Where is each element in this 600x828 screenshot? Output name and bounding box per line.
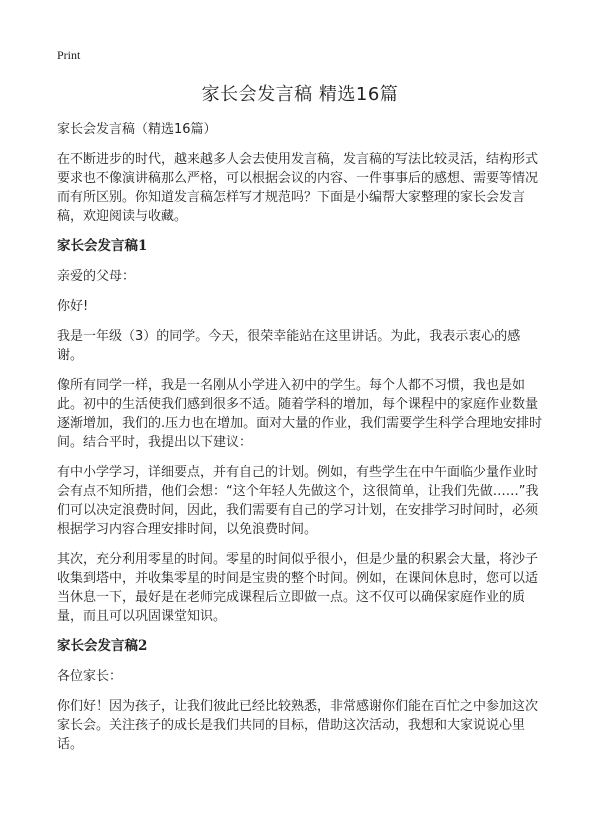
paragraph: 亲爱的父母：: [57, 269, 136, 284]
document-body: [57, 120, 543, 765]
paragraph: 有中小学学习，详细要点，并有自己的计划。例如，有些学生在中午面临少量作业时会有点不知所措，他们会想：“这个年轻人先做这个，这很简单，让我们先做……”我们可以决定浪费时间，因此，我们需要有自己的学习计划，在安排学习时间时，必须根据学习内容合理安排时间，以免浪费时间。: [57, 465, 539, 537]
document-subtitle: 家长会发言稿（精选16篇）: [57, 122, 217, 137]
paragraph: 各位家长：: [57, 669, 123, 684]
section-heading: 家长会发言稿2: [57, 638, 148, 654]
paragraph: 你们好！因为孩子，让我们彼此已经比较熟悉，非常感谢你们能在百忙之中参加这次家长会。关注孩子的成长是我们共同的目标，借助这次活动，我想和大家说说心里话。: [57, 699, 539, 752]
section-heading: 家长会发言稿1: [57, 238, 148, 254]
paragraph: 其次，充分利用零星的时间。零星的时间似乎很小，但是少量的积累会大量，将沙子收集到塔中，并收集零星的时间是宝贵的整个时间。例如，在课间休息时，您可以适当休息一下，最好是在老师完成课程后立即做一点。这不仅可以确保家庭作业的质量，而且可以巩固课堂知识。: [57, 552, 539, 624]
intro-paragraph: 在不断进步的时代，越来越多人会去使用发言稿，发言稿的写法比较灵活，结构形式要求也不像演讲稿那么严格，可以根据会议的内容、一件事事后的感想、需要等情况而有所区别。你知道发言稿怎样写才规范吗？下面是小编帮大家整理的家长会发言稿，欢迎阅读与收藏。: [57, 152, 539, 224]
page-title: 家长会发言稿 精选16篇: [201, 84, 399, 105]
paragraph: 像所有同学一样，我是一名刚从小学进入初中的学生。每个人都不习惯，我也是如此。初中的生活使我们感到很多不适。随着学科的增加，每个课程中的家庭作业数量逐渐增加，我们的.压力也在增加。面对大量的作业，我们需要学生科学合理地安排时间。结合平时，我提出以下建议：: [57, 378, 543, 450]
paragraph: 我是一年级（3）的同学。今天，很荣幸能站在这里讲话。为此，我表示衷心的感谢。: [57, 329, 521, 363]
paragraph: 你好!: [57, 299, 89, 314]
print-link[interactable]: Print: [57, 48, 81, 62]
